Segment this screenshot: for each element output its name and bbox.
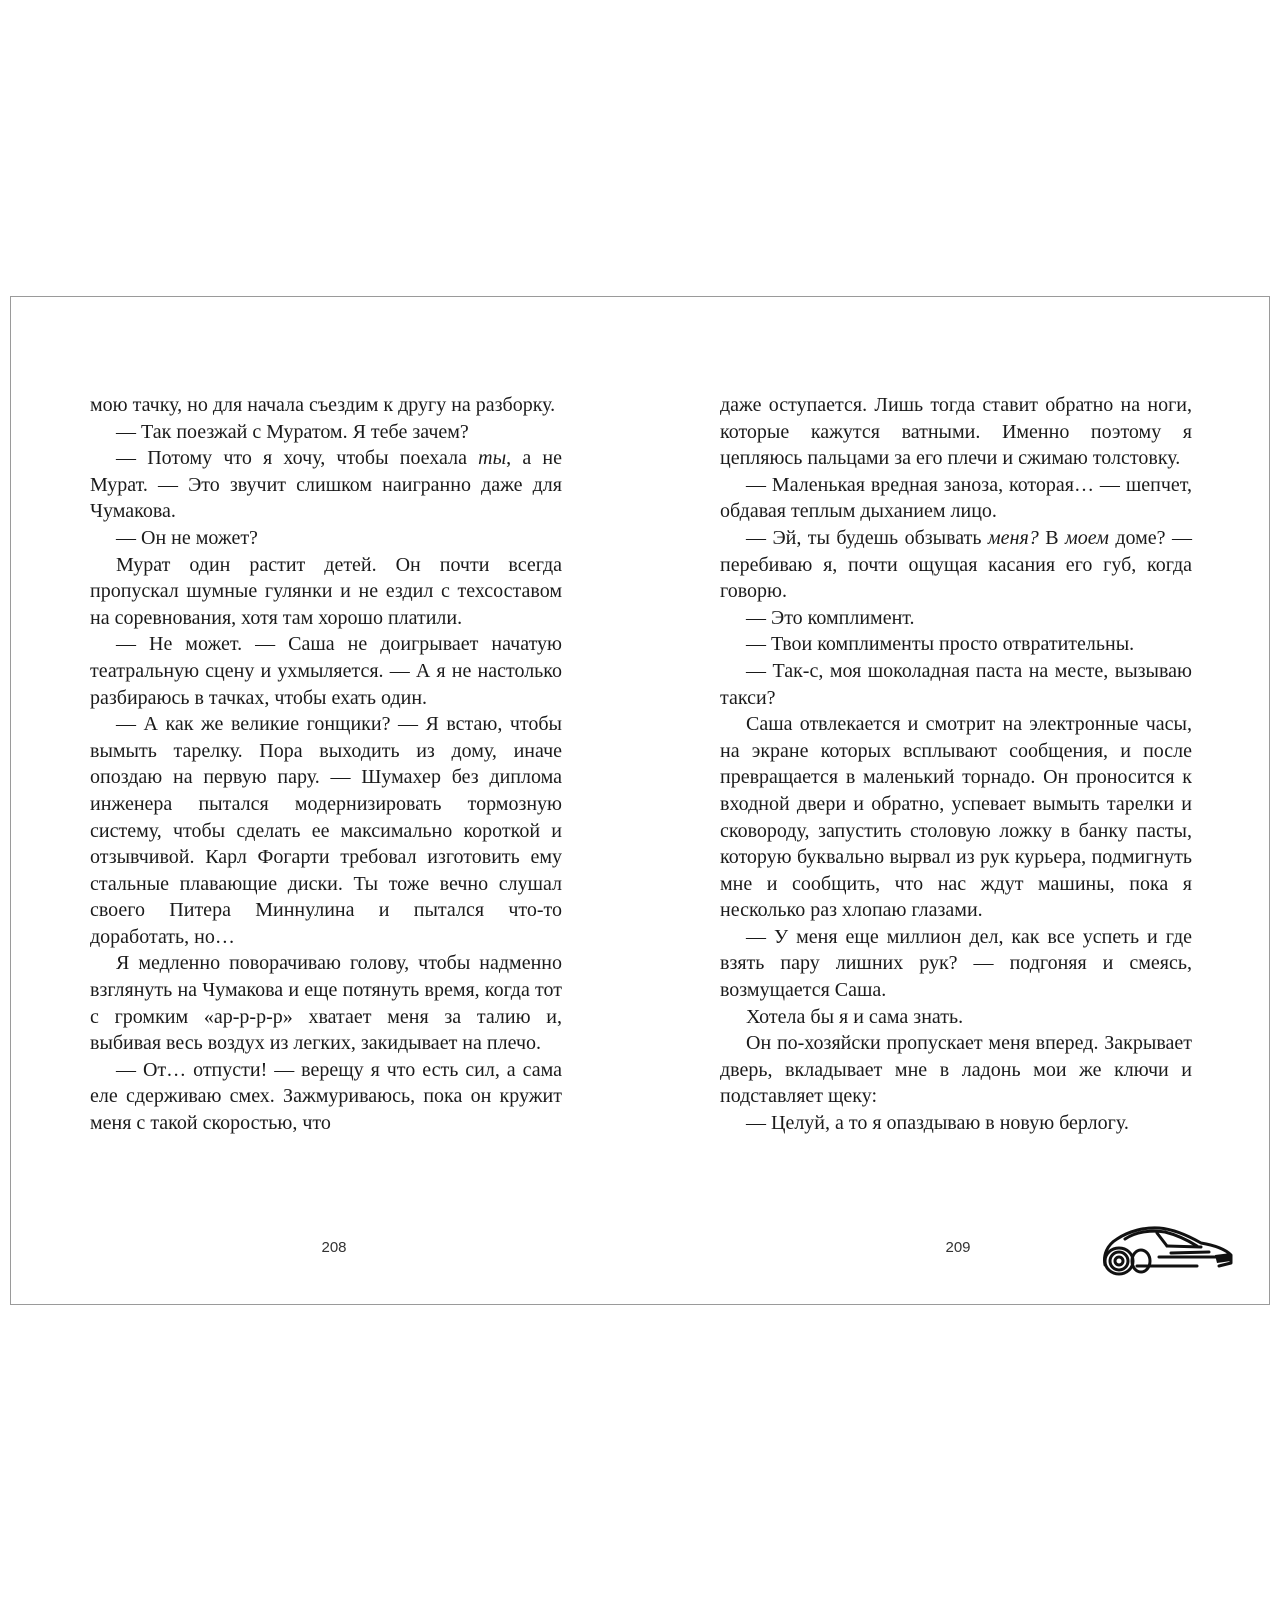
paragraph: — Он не может?	[116, 526, 258, 549]
paragraph: — Так поезжай с Муратом. Я тебе зачем?	[116, 420, 469, 443]
page-number-right: 209	[945, 1239, 971, 1256]
paragraph: Саша отвлекается и смотрит на электронные часы, на экране которых всплывают сообщения, и после превращается в маленький торнадо. Он проносится к входной двери и обратно, успевает вымыть тарелки и сковороду, запустить столовую ложку в банку пасты, которую буквально вырвал из рук курьера, подмигнуть мне и сообщить, что нас ждут машины, пока я несколько раз хлопаю глазами.	[720, 713, 1192, 922]
emphasis: ты	[478, 447, 507, 470]
left-page-text	[90, 392, 562, 1137]
emphasis: моем	[1065, 526, 1109, 549]
paragraph	[90, 445, 562, 525]
emphasis: меня?	[987, 526, 1039, 549]
right-page-text	[720, 392, 1192, 1137]
paragraph: мою тачку, но для начала съездим к другу на разборку.	[90, 394, 556, 416]
paragraph	[720, 525, 1192, 605]
paragraph: — Так-с, моя шоколадная паста на месте, вызываю такси?	[720, 659, 1192, 709]
text-run: — Эй, ты будешь обзывать	[746, 526, 988, 549]
text-run: доме? — перебиваю я, почти ощущая касания его губ, когда говорю.	[720, 526, 1192, 603]
paragraph: Он по-хозяйски пропускает меня вперед. Закрывает дверь, вкладывает мне в ладонь мои же ключи и подставляет щеку:	[720, 1032, 1192, 1108]
page-number-left: 208	[321, 1239, 347, 1256]
paragraph: — Это комплимент.	[746, 606, 915, 629]
paragraph: — Целуй, а то я опаздываю в новую берлогу.	[746, 1112, 1129, 1135]
text-run: В	[1038, 526, 1065, 549]
paragraph: — А как же великие гонщики? — Я встаю, чтобы вымыть тарелку. Пора выходить из дому, иначе опоздаю на первую пару. — Шумахер без диплома инженера пытался модернизировать тормозную систему, чтобы сделать ее максимально короткой и отзывчивой. Карл Фогарти требовал изготовить ему стальные плавающие диски. Ты тоже вечно слушал своего Питера Миннулина и пытался что-то доработать, но…	[90, 713, 562, 948]
paragraph: Мурат один растит детей. Он почти всегда пропускал шумные гулянки и не ездил с техсоставом на соревнования, хотя там хорошо платили.	[90, 553, 562, 629]
paragraph: — От… отпусти! — верещу я что есть сил, а сама еле сдерживаю смех. Зажмуриваюсь, пока он кружит меня с такой скоростью, что	[90, 1058, 562, 1135]
paragraph: — У меня еще миллион дел, как все успеть и где взять пару лишних рук? — подгоняя и смеясь, возмущается Саша.	[720, 925, 1192, 1002]
paragraph: — Твои комплименты просто отвратительны.	[746, 633, 1135, 656]
paragraph: — Не может. — Саша не доигрывает начатую театральную сцену и ухмыляется. — А я не настолько разбираюсь в тачках, чтобы ехать один.	[90, 633, 562, 709]
paragraph: даже оступается. Лишь тогда ставит обратно на ноги, которые кажутся ватными. Именно поэтому я цепляюсь пальцами за его плечи и сжимаю толстовку.	[720, 394, 1192, 470]
paragraph: — Маленькая вредная заноза, которая… — шепчет, обдавая теплым дыханием лицо.	[720, 473, 1192, 523]
paragraph: Хотела бы я и сама знать.	[746, 1005, 964, 1028]
text-run: , а не Мурат. — Это звучит слишком наигранно даже для Чумакова.	[90, 447, 562, 523]
paragraph: Я медленно поворачиваю голову, чтобы надменно взглянуть на Чумакова и еще потянуть время, когда тот с громким «ар-р-р-р» хватает меня за талию и, выбивая весь воздух из легких, закидывает на плечо.	[90, 952, 562, 1055]
right-page	[720, 392, 1192, 1137]
book-spread	[10, 296, 1270, 1305]
text-run: — Потому что я хочу, чтобы поехала	[116, 447, 479, 470]
sports-car-icon	[1097, 1219, 1237, 1279]
left-page	[90, 392, 562, 1137]
